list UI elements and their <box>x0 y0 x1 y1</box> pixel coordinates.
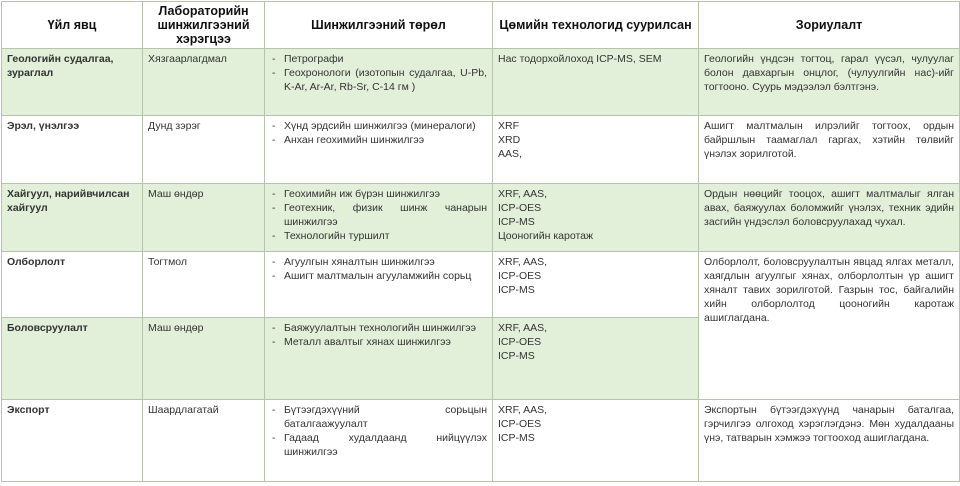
header-lab-need: Лабораторийн шинжилгээний хэрэгцээ <box>143 2 265 49</box>
tech-item: ICP-OES <box>498 270 542 282</box>
analysis-type-item: - Петрографи <box>284 52 487 66</box>
nuclear-tech-cell <box>493 318 699 400</box>
lab-need-cell: Хязгаарлагдмал <box>143 49 265 116</box>
stage-cell: Экспорт <box>2 400 143 482</box>
nuclear-tech-cell <box>493 116 699 184</box>
tech-item: ICP-MS <box>498 284 535 296</box>
header-analysis-type: Шинжилгээний төрөл <box>265 2 493 49</box>
purpose-cell: Ашигт малтмалын илрэлийг тогтоох, ордын байршлын таамаглал гаргах, хэтийн төлвийг үнэлэх зорилготой. <box>699 116 960 184</box>
tech-item: XRF, AAS, <box>498 322 548 334</box>
tech-item: XRF, AAS, <box>498 404 548 416</box>
table-row <box>2 184 960 252</box>
analysis-type-item: - Геотехник, физик шинж чанарын шинжилгээ <box>284 201 487 229</box>
header-nuclear-tech: Цөмийн технологид суурилсан <box>493 2 699 49</box>
tech-item: Цооногийн каротаж <box>498 230 594 242</box>
tech-item: ICP-MS <box>498 350 535 362</box>
stage-cell: Геологийн судалгаа, зураглал <box>2 49 143 116</box>
analysis-type-cell <box>265 252 493 318</box>
lab-need-cell: Маш өндөр <box>143 318 265 400</box>
analysis-type-item: - Баяжуулалтын технологийн шинжилгээ <box>284 321 487 335</box>
tech-item: ICP-OES <box>498 336 542 348</box>
analysis-type-item: - Геохимийн иж бүрэн шинжилгээ <box>284 187 487 201</box>
purpose-cell: Олборлолт, боловсруулалтын явцад ялгах металл, хаягдлын агуулгыг хянах, олборлолтын үр ашигт хяналт тавих зорилготой. Газрын тос, байгалийн хийн олборлолтод цооногийн каротаж ашиглагдана. <box>699 252 960 400</box>
nuclear-tech-cell <box>493 252 699 318</box>
analysis-type-item: - Гадаад худалдаанд нийцүүлэх шинжилгээ <box>284 431 487 459</box>
purpose-cell: Ордын нөөцийг тооцох, ашигт малтмалыг ялган авах, баяжуулах боломжийг үнэлэх, техник эдийн засгийн үндэслэл боловсруулахад чухал. <box>699 184 960 252</box>
analysis-type-item: - Хүнд эрдсийн шинжилгээ (минералоги) <box>284 119 487 133</box>
table-row <box>2 252 960 318</box>
analysis-type-item: - Металл авалтыг хянах шинжилгээ <box>284 335 487 349</box>
tech-item: ICP-MS <box>498 216 535 228</box>
analysis-type-cell <box>265 49 493 116</box>
lab-need-cell: Тогтмол <box>143 252 265 318</box>
tech-item: Нас тодорхойлоход ICP-MS, SEM <box>498 53 662 65</box>
stage-cell: Хайгуул, нарийвчилсан хайгуул <box>2 184 143 252</box>
tech-item: XRF, AAS, <box>498 256 548 268</box>
tech-item: XRD <box>498 134 521 146</box>
tech-item: ICP-OES <box>498 418 542 430</box>
purpose-cell: Геологийн үндсэн тогтоц, гарал үүсэл, чулуулаг болон давхаргын онцлог, (чулуулгийн нас)-ийг тогтооно. Суурь мэдээлэл бэлтгэнэ. <box>699 49 960 116</box>
header-row <box>2 2 960 49</box>
process-lab-table <box>1 1 960 482</box>
analysis-type-item: - Геохронологи (изотопын судалгаа, U-Pb, K-Ar, Ar-Ar, Rb-Sr, C-14 гм ) <box>284 66 487 94</box>
lab-need-cell: Шаардлагатай <box>143 400 265 482</box>
analysis-type-cell <box>265 400 493 482</box>
stage-cell: Эрэл, үнэлгээ <box>2 116 143 184</box>
analysis-type-item: - Агуулгын хяналтын шинжилгээ <box>284 255 487 269</box>
nuclear-tech-cell <box>493 400 699 482</box>
lab-need-cell: Дунд зэрэг <box>143 116 265 184</box>
analysis-type-item: - Анхан геохимийн шинжилгээ <box>284 133 487 147</box>
stage-cell: Боловсруулалт <box>2 318 143 400</box>
analysis-type-item: - Технологийн туршилт <box>284 229 487 243</box>
lab-need-cell: Маш өндөр <box>143 184 265 252</box>
tech-item: AAS, <box>498 148 522 160</box>
tech-item: XRF <box>498 120 519 132</box>
analysis-type-cell <box>265 184 493 252</box>
analysis-type-cell <box>265 116 493 184</box>
tech-item: ICP-MS <box>498 432 535 444</box>
purpose-cell: Экспортын бүтээгдэхүүнд чанарын баталгаа, гэрчилгээ олгоход хэрэглэгдэнэ. Мөн худалдааны үнэ, татварын хэмжээ тогтооход ашиглагдана. <box>699 400 960 482</box>
tech-item: XRF, AAS, <box>498 188 548 200</box>
nuclear-tech-cell <box>493 49 699 116</box>
nuclear-tech-cell <box>493 184 699 252</box>
header-purpose: Зориулалт <box>699 2 960 49</box>
analysis-type-item: - Ашигт малтмалын агууламжийн сорьц <box>284 269 487 283</box>
analysis-type-cell <box>265 318 493 400</box>
table-row <box>2 49 960 116</box>
header-stage: Үйл явц <box>2 2 143 49</box>
table-row <box>2 400 960 482</box>
stage-cell: Олборлолт <box>2 252 143 318</box>
analysis-type-item: - Бүтээгдэхүүний сорьцын баталгаажуулалт <box>284 403 487 431</box>
table-row <box>2 116 960 184</box>
tech-item: ICP-OES <box>498 202 542 214</box>
